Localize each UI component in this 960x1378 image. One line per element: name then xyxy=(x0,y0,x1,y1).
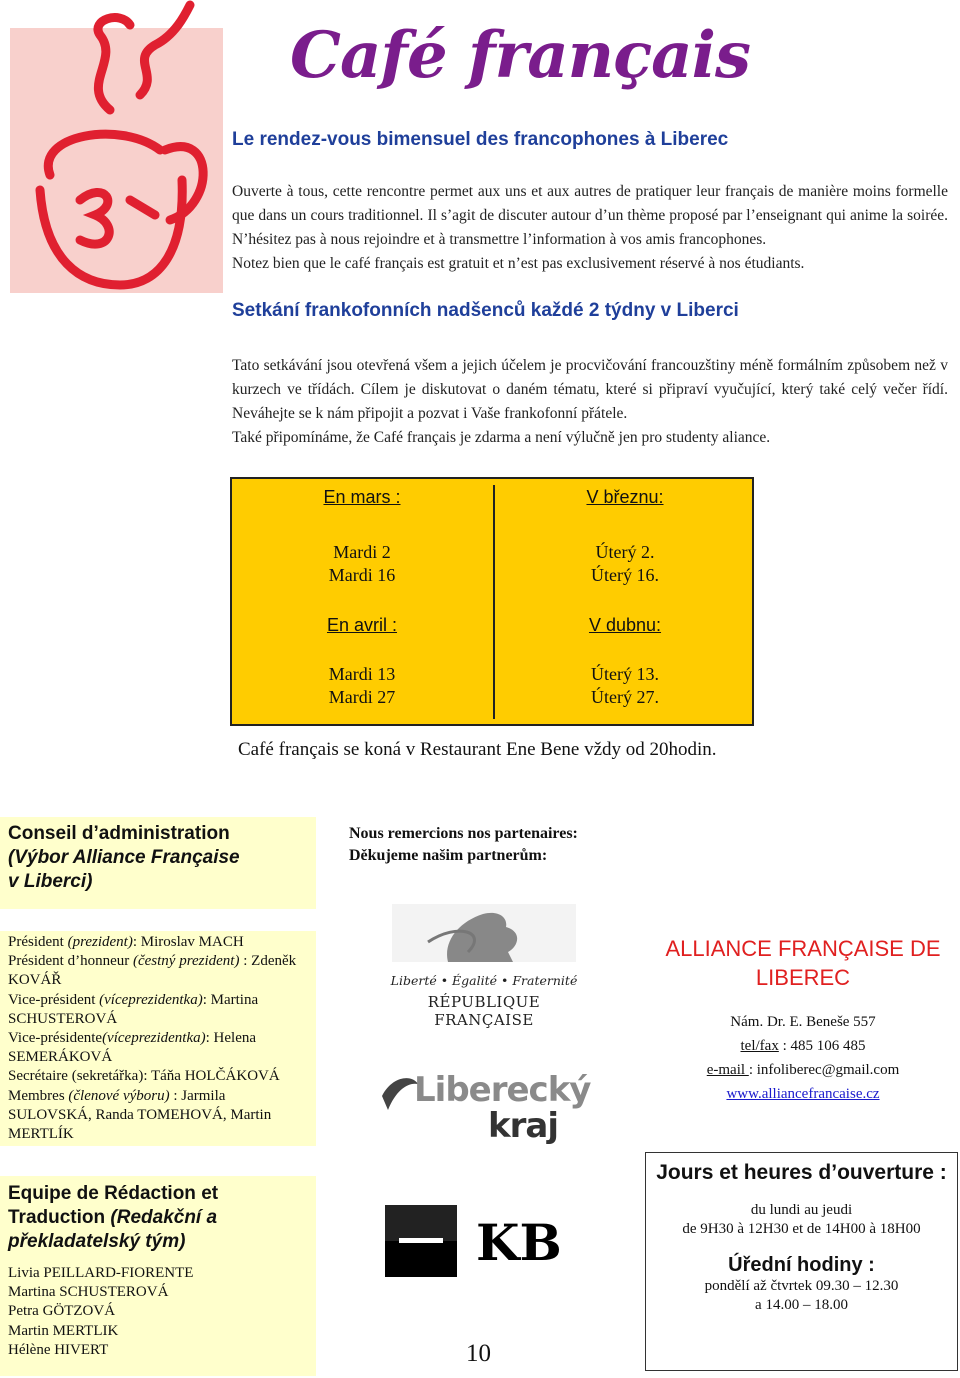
czech-heading: Setkání frankofonních nadšenců každé 2 týdny v Liberci xyxy=(232,300,739,321)
kb-logo-text: KB xyxy=(476,1213,562,1272)
email-value: : infoliberec@gmail.com xyxy=(748,1062,900,1078)
date: Mardi 16 xyxy=(328,565,396,585)
date: Úterý 27. xyxy=(591,687,659,707)
redaction-members xyxy=(8,1264,312,1360)
alliance-name: ALLIANCE FRANÇAISE DE LIBEREC xyxy=(665,936,941,990)
month-heading: En avril : xyxy=(326,615,398,635)
redaction-title-cz: (Redakční a překladatelský tým) xyxy=(8,1207,218,1252)
council-members xyxy=(0,931,316,1146)
french-heading: Le rendez-vous bimensuel des francophones à Liberec xyxy=(232,129,729,150)
czech-text: Také připomínáme, že Café français je zdarma a není výlučně jen pro studenty aliance. xyxy=(232,429,771,446)
date: Mardi 2 xyxy=(333,542,391,562)
month-heading: V březnu: xyxy=(586,487,664,507)
marianne-icon xyxy=(388,902,580,964)
website-link[interactable]: www.alliancefrancaise.cz xyxy=(726,1086,880,1102)
member-name: Hélène HIVERT xyxy=(8,1341,109,1358)
date: Úterý 2. xyxy=(595,542,655,562)
page-title: Café français xyxy=(290,18,750,93)
partners-heading xyxy=(349,823,578,867)
member-line xyxy=(8,1067,312,1086)
member-name: Petra GÖTZOVÁ xyxy=(8,1303,116,1320)
role: Président xyxy=(8,934,68,950)
kb-logo-square xyxy=(385,1205,457,1277)
schedule-box xyxy=(230,477,754,726)
role-cz: (prezident) xyxy=(67,934,133,950)
role: Président d’honneur xyxy=(8,953,133,970)
office-hours-title: Úřední hodiny : xyxy=(728,1254,875,1276)
republique-francaise-logo xyxy=(388,902,580,1029)
council-title xyxy=(0,817,316,894)
council-title-line: (Výbor Alliance Française xyxy=(8,847,240,868)
liberecky-text: Liberecký xyxy=(414,1070,591,1110)
french-text: Ouverte à tous, cette rencontre permet aux uns et aux autres de pratiquer leur français de manière moins formelle que dans un cours traditionnel. Il s’agit de discuter autour d’un thème proposé par l’enseignant qui anime la soirée. N’hésitez pas à nous rejoindre et à transmettre l’information à vos amis francophones. xyxy=(232,183,948,248)
role-cz: (členové výboru) xyxy=(68,1087,170,1104)
month-heading: En mars : xyxy=(323,487,401,507)
office-hours-line: a 14.00 – 18.00 xyxy=(755,1297,848,1313)
role-cz: (víceprezidentka) xyxy=(102,1030,206,1047)
hours-title: Jours et heures d’ouverture : xyxy=(656,1161,947,1184)
republique-name: RÉPUBLIQUE FRANÇAISE xyxy=(427,993,541,1029)
member-line xyxy=(8,952,312,990)
redaction-title xyxy=(8,1182,312,1254)
liberecky-kraj-logo xyxy=(380,1070,591,1150)
redaction-box xyxy=(0,1176,316,1376)
member-name: : Jarmila SULOVSKÁ, Randa TOMEHOVÁ, Martin MERTLÍK xyxy=(8,1087,272,1143)
member-name: : Miroslav MACH xyxy=(132,934,244,950)
role: Vice-président xyxy=(8,991,100,1008)
partners-line: Děkujeme našim partnerům: xyxy=(349,847,548,864)
role: Membres xyxy=(8,1087,69,1104)
alliance-email xyxy=(646,1062,960,1079)
council-title-line: v Liberci) xyxy=(8,871,93,892)
kraj-text: kraj xyxy=(488,1106,558,1146)
schedule-column-czech xyxy=(495,479,755,709)
partners-line: Nous remercions nos partenaires: xyxy=(349,825,578,842)
role: Secrétaire (sekretářka): Táňa HOLČÁKOVÁ xyxy=(8,1068,280,1085)
role-cz: (čestný prezident) xyxy=(132,953,240,970)
tel-label: tel/fax xyxy=(740,1038,779,1054)
member-name: Martina SCHUSTEROVÁ xyxy=(8,1284,169,1301)
alliance-phone xyxy=(646,1038,960,1055)
czech-text: Tato setkávání jsou otevřená všem a jejich účelem je procvičování francouzštiny méně formálním způsobem než v kurzech ve třídách. Cílem je diskutovat o daném tématu, které si připraví vyučující, který také celý večer řídí. Neváhejte se k nám připojit a pozvat i Vaše frankofonní přátele. xyxy=(232,357,948,422)
coffee-cup-icon xyxy=(10,0,223,293)
member-name: Martin MERTLIK xyxy=(8,1322,119,1339)
member-name: : Zdeněk KOVÁŘ xyxy=(8,953,297,989)
member-name: Livia PEILLARD-FIORENTE xyxy=(8,1265,194,1281)
czech-paragraph xyxy=(232,354,948,450)
alliance-address: Nám. Dr. E. Beneše 557 xyxy=(730,1014,876,1030)
member-name: : Helena SEMERÁKOVÁ xyxy=(8,1030,257,1066)
redaction-title-fr: Equipe de Rédaction et Traduction xyxy=(8,1183,219,1228)
schedule-column-french xyxy=(232,479,492,709)
kb-logo-bar xyxy=(399,1238,443,1243)
member-name: : Martina SCHUSTEROVÁ xyxy=(8,991,259,1027)
date: Mardi 27 xyxy=(328,687,396,707)
month-heading: V dubnu: xyxy=(588,615,662,635)
role: Vice-présidente xyxy=(8,1030,103,1047)
page-number: 10 xyxy=(466,1340,491,1367)
french-paragraph xyxy=(232,180,948,276)
council-title-box xyxy=(0,817,316,909)
member-line xyxy=(8,1029,312,1067)
council-title-line: Conseil d’administration xyxy=(8,823,230,844)
hours-days: du lundi au jeudi xyxy=(750,1202,853,1218)
member-line xyxy=(8,991,312,1029)
member-line xyxy=(8,933,312,952)
office-hours-line: pondělí až čtvrtek 09.30 – 12.30 xyxy=(704,1278,899,1294)
tel-value: : 485 106 485 xyxy=(778,1038,866,1054)
alliance-website-line xyxy=(646,1086,960,1103)
venue-note: Café français se koná v Restaurant Ene Bene vždy od 20hodin. xyxy=(238,739,717,760)
opening-hours-box xyxy=(645,1152,958,1371)
email-label[interactable]: e-mail xyxy=(706,1062,749,1078)
french-text: Notez bien que le café français est gratuit et n’est pas exclusivement réservé à nos étudiants. xyxy=(232,255,805,272)
member-line xyxy=(8,1087,312,1145)
date: Úterý 13. xyxy=(591,664,659,684)
republique-motto: Liberté • Égalité • Fraternité xyxy=(390,973,578,988)
role-cz: (víceprezidentka) xyxy=(99,991,203,1008)
hours-times: de 9H30 à 12H30 et de 14H00 à 18H00 xyxy=(682,1221,921,1237)
kb-logo-top xyxy=(385,1205,457,1241)
date: Mardi 13 xyxy=(328,664,396,684)
date: Úterý 16. xyxy=(591,565,659,585)
